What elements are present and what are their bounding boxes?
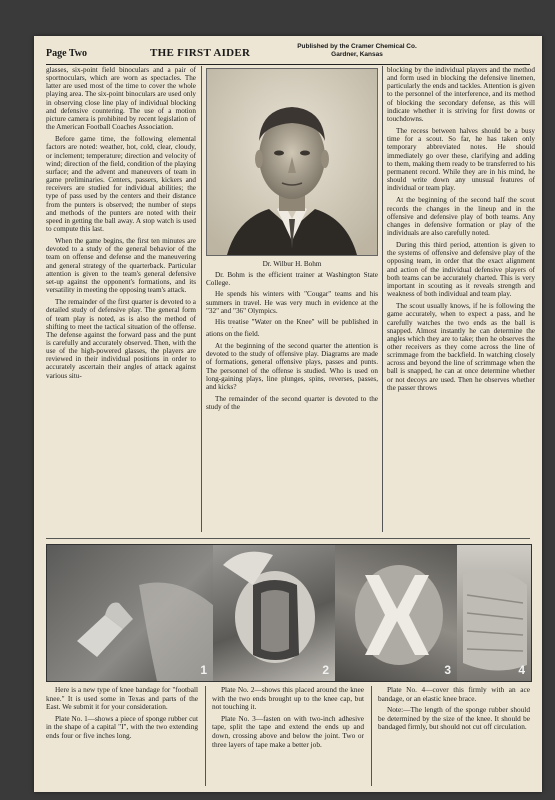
- caption-name: Dr. Wilbur H. Bohm: [262, 260, 322, 268]
- publisher-location: Gardner, Kansas: [331, 51, 383, 58]
- plate-3-photo: [335, 545, 457, 681]
- paragraph: At the beginning of the second quarter the attention is devoted to the study of offensive play. Diagrams are made of formations, general offensive plays, passes and punts. The personnel of the offense is studied. Who is used on long-gaining plays, line plunges, spins, reverses, passes, and kicks?: [206, 342, 378, 391]
- paragraph: glasses, six-point field binoculars and a pair of sportnoculars, which are worn as spectacles. The latter are used most of the time to cover the whole playing area. The six-point binoculars are used only in observing close line play of individual blocking and defensive countering. The use of a motion picture camera is prohibited by recent legislation of the American Football Coaches Association.: [46, 66, 196, 132]
- plate-2-illustration: [213, 545, 335, 681]
- newsletter-page: [34, 36, 542, 792]
- knee-bandage-photo-strip: [46, 544, 532, 682]
- caption-paragraph: Dr. Bohm is the efficient trainer at Washington State College.: [206, 271, 378, 288]
- caption-paragraph: His treatise "Water on the Knee" will be published in: [215, 317, 378, 326]
- paragraph: The remainder of the second quarter is devoted to the study of the: [206, 395, 378, 412]
- plate-4-illustration: [457, 545, 531, 681]
- plate-3-illustration: [335, 545, 457, 681]
- plate-number: 3: [444, 663, 451, 677]
- publisher-info: [282, 43, 432, 59]
- plate-number: 1: [200, 663, 207, 677]
- portrait-caption: [206, 260, 378, 328]
- column-divider: [382, 66, 383, 532]
- paragraph: The recess between halves should be a busy time for a scout. So far, he has taken only temporary abbreviated notes. He should immediately go over these, clarifying and adding to them, making them ready to be transferred to his permanent record. While they are in his mind, he should write down any unusual features of individual or team play.: [387, 127, 535, 193]
- paragraph: The scout usually knows, if he is following the game accurately, when to expect a pass, and he carefully watches the two ends as the ball is snapped. Almost instantly he can determine the angles which they are to take; then he observes the other receivers as they come across the line of scrimmage from the backfield. In watching closely across and beyond the line of scrimmage when the ball is snapped, he can at once determine whether or not decoys are used. Then he observes whether the passer throws: [387, 302, 535, 392]
- bandage-text-column-2: [212, 686, 364, 786]
- bandage-text-column-1: [46, 686, 198, 786]
- paragraph: Plate No. 4—cover this firmly with an ace bandage, or an elastic knee brace.: [378, 686, 530, 703]
- portrait-photo: [206, 68, 378, 256]
- plate-number: 4: [518, 663, 525, 677]
- publication-title: THE FIRST AIDER: [150, 47, 251, 59]
- article-column-3: [387, 66, 535, 534]
- plate-4-photo: [457, 545, 531, 681]
- paragraph: Plate No. 2—shows this placed around the knee with the two ends brought up to the knee cap, but not touching it.: [212, 686, 364, 712]
- column-divider: [371, 686, 372, 786]
- paragraph: The remainder of the first quarter is devoted to a detailed study of defensive play. The general form of team play is noted, as is also the method of shifting to meet the tactical situation of the offense. The defense against the forward pass and the punt is carefully and accurately observed. Then, with the use of the high-powered glasses, the players are reviewed in their individual positions in order to accurately ascertain their angles of attack against various situ-: [46, 298, 196, 380]
- paragraph: Here is a new type of knee bandage for "football knee." It is used some in Texas and parts of the East. We submit it for your consideration.: [46, 686, 198, 712]
- paragraph: ations on the field.: [206, 330, 260, 338]
- paragraph: When the game begins, the first ten minutes are devoted to a study of the general behavior of the team on offense and defense and the maneuvering and general strategy of the quarterback. Particular attention is given to the team's general defensive set-up against the opponent's formations, and its versatility in meeting the opposing team's attack.: [46, 237, 196, 295]
- plate-1-illustration: [47, 545, 213, 681]
- publisher-name: Published by the Cramer Chemical Co.: [297, 43, 417, 50]
- paragraph: Plate No. 1—shows a piece of sponge rubber cut in the shape of a capital "I", with the two extending ends four or five inches long.: [46, 713, 198, 740]
- portrait-illustration: [207, 69, 377, 255]
- bandage-text-column-3: [378, 686, 530, 786]
- plate-number: 2: [322, 663, 329, 677]
- section-divider: [46, 538, 530, 539]
- article-column-2: [206, 330, 378, 534]
- paragraph: During this third period, attention is given to the systems of offensive and defensive play of the opposing team, in order that the exact alignment and action of the individual defensive players of both teams can be accurately charted. This is very important in scouting as it reveals strength and weakness of both individual and team play.: [387, 241, 535, 299]
- paragraph: Before game time, the following elemental factors are noted: weather, hot, cold, clear, cloudy, or inclement; temperature; direction and velocity of wind; direction of the field, condition of the playing surface; and the advent and maneuvers of team in game preliminaries. Centers, passers, kickers and receivers are studied for individual abilities; the type of pass used by the centers and their distance from the punters is observed; the number of steps and methods of the punters are noted with their speed in getting the ball away. A stop watch is used to compute this last.: [46, 135, 196, 233]
- plate-2-photo: [213, 545, 335, 681]
- page-header: [46, 42, 530, 65]
- paragraph: At the beginning of the second half the scout records the changes in the lineup and in the offensive and defensive play of both teams. Any changes in defensive formation or play of the individuals are also carefully noted.: [387, 196, 535, 237]
- column-divider: [201, 66, 202, 532]
- plate-1-photo: [47, 545, 213, 681]
- paragraph: blocking by the individual players and the method and form used in blocking the defensive linemen, particularly the ends and tackles. Attention is given to the personnel of the interference, and its method of blocking the secondary defense, as this will indicate whether it is striving for first downs or touchdowns.: [387, 66, 535, 123]
- column-divider: [205, 686, 206, 786]
- paragraph: Plate No. 3—fasten on with two-inch adhesive tape, split the tape and extend the ends up and down, crossing above and below the joint. Two or three layers of tape make a better job.: [212, 713, 364, 749]
- article-column-1: [46, 66, 196, 534]
- page-number: Page Two: [46, 48, 88, 59]
- caption-paragraph: He spends his winters with "Cougar" teams and his summers in travel. He was very much in evidence at the "32" and "36" Olympics.: [206, 290, 378, 315]
- paragraph: Note:—The length of the sponge rubber should be determined by the size of the knee. It should be bandaged firmly, but should not cut off circulation.: [378, 705, 530, 732]
